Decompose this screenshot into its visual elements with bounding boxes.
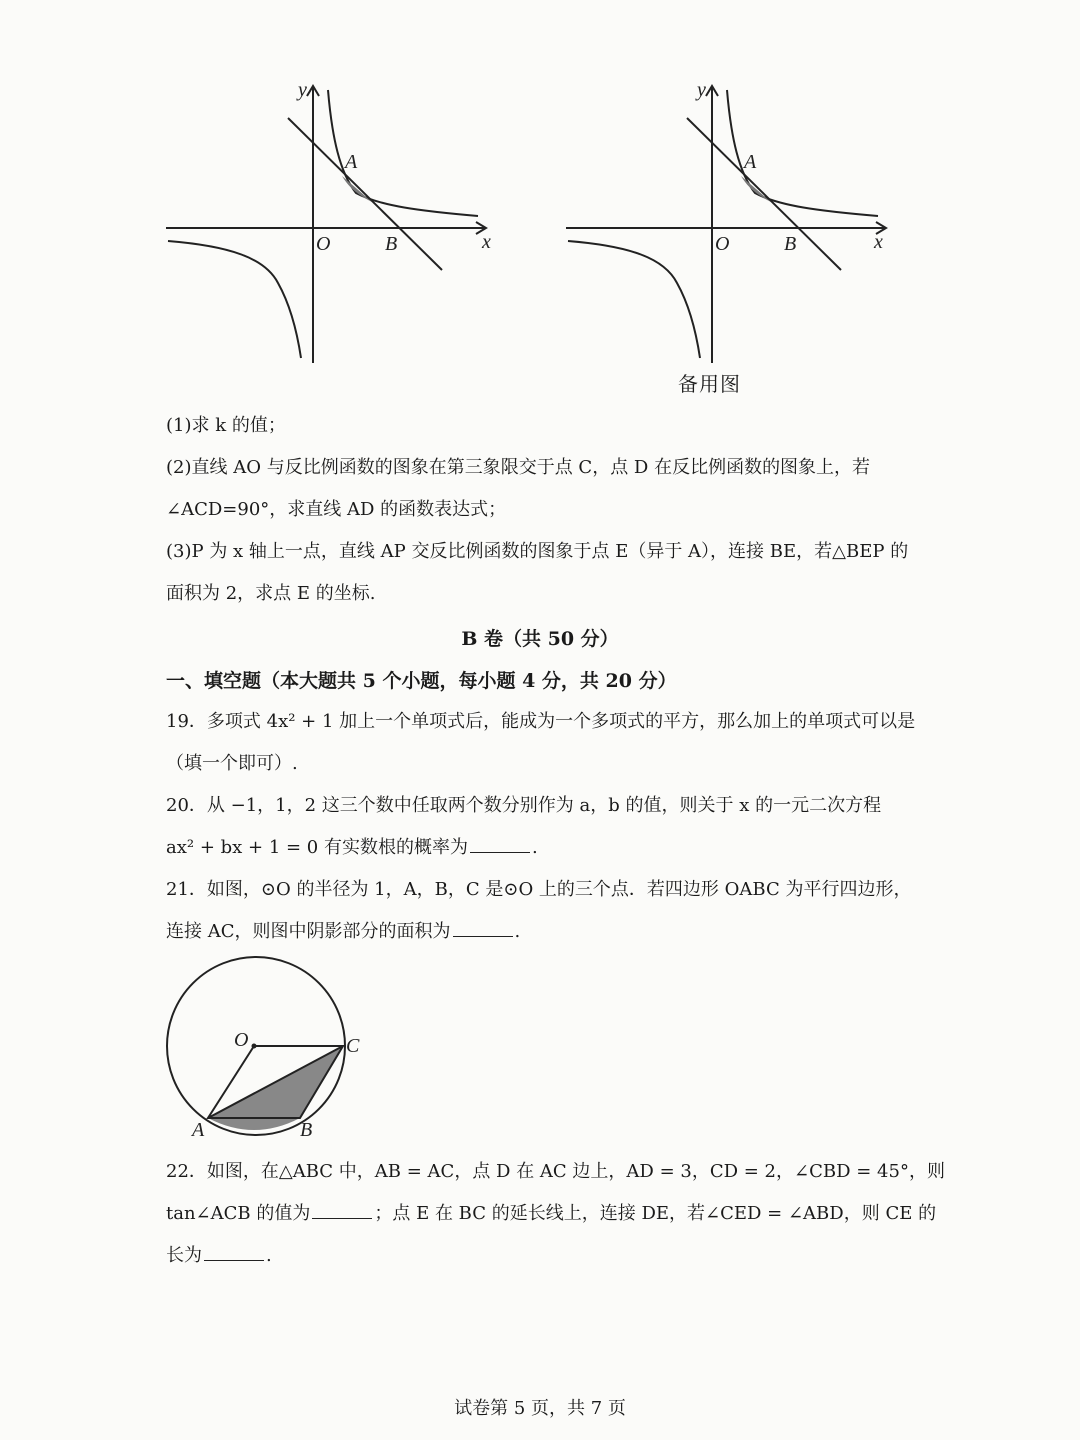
answer-blank[interactable] <box>312 1217 372 1219</box>
label-o: O <box>234 1029 249 1051</box>
question-part-3a: (3)P 为 x 轴上一点，直线 AP 交反比例函数的图象于点 E（异于 A），连接 BE，若△BEP 的 <box>166 541 909 562</box>
q22-line-1: 22．如图，在△ABC 中，AB = AC，点 D 在 AC 边上，AD = 3，CD = 2，∠CBD = 45°，则 <box>166 1161 945 1182</box>
label-a: A <box>192 1119 205 1141</box>
question-part-1: (1)求 k 的值； <box>166 415 286 436</box>
q21-line-2 <box>166 920 520 944</box>
label-x: x <box>482 231 491 253</box>
q20-text: ax² + bx + 1 = 0 有实数根的概率为 <box>166 837 468 858</box>
shaded-region <box>741 176 771 202</box>
hyperbola-branch-3 <box>168 241 301 358</box>
q21-text: 连接 AC，则图中阴影部分的面积为 <box>166 921 451 942</box>
q22-text-2: ；点 E 在 BC 的延长线上，连接 DE，若∠CED = ∠ABD，则 CE 的 <box>374 1203 937 1224</box>
q20-line-1: 20．从 −1，1，2 这三个数中任取两个数分别作为 a，b 的值，则关于 x 的一元二次方程 <box>166 795 882 816</box>
label-a: A <box>345 151 358 173</box>
shaded-region <box>342 176 372 202</box>
graph-figure-2 <box>560 78 900 370</box>
q21-line-1: 21．如图，⊙O 的半径为 1，A，B，C 是⊙O 上的三个点．若四边形 OABC 为平行四边形， <box>166 879 912 900</box>
q20-end: . <box>531 837 538 858</box>
q19-line-2: （填一个即可）. <box>166 753 298 774</box>
label-o: O <box>715 233 730 255</box>
label-a: A <box>744 151 757 173</box>
q20-line-2 <box>166 836 538 860</box>
answer-blank[interactable] <box>470 851 530 853</box>
q21-end: . <box>514 921 521 942</box>
section-heading: 一、填空题（本大题共 5 个小题，每小题 4 分，共 20 分） <box>166 670 677 692</box>
answer-blank[interactable] <box>453 935 513 937</box>
question-part-2a: (2)直线 AO 与反比例函数的图象在第三象限交于点 C，点 D 在反比例函数的图象上，若 <box>166 457 871 478</box>
label-o: O <box>316 233 331 255</box>
label-c: C <box>346 1035 360 1057</box>
label-y: y <box>298 79 307 101</box>
label-b: B <box>784 233 797 255</box>
q22-end: . <box>266 1245 272 1266</box>
label-y: y <box>697 79 706 101</box>
answer-blank[interactable] <box>204 1259 264 1261</box>
q22-line-3 <box>166 1244 272 1268</box>
q22-line-2 <box>166 1202 936 1226</box>
circle-figure <box>160 952 380 1142</box>
question-part-2b: ∠ACD=90°，求直线 AD 的函数表达式； <box>166 499 507 520</box>
q22-text-1: tan∠ACB 的值为 <box>166 1203 311 1224</box>
q22-text-3: 长为 <box>166 1245 202 1266</box>
page-footer: 试卷第 5 页，共 7 页 <box>454 1398 626 1419</box>
question-part-3b: 面积为 2，求点 E 的坐标. <box>166 583 376 604</box>
label-x: x <box>874 231 883 253</box>
line-ab <box>687 118 841 270</box>
figure-caption: 备用图 <box>678 372 741 396</box>
section-b-title: B 卷（共 50 分） <box>461 628 619 650</box>
center-point <box>252 1044 257 1049</box>
graph-figure-1 <box>160 78 500 370</box>
line-ab <box>288 118 442 270</box>
q19-line-1: 19．多项式 4x² + 1 加上一个单项式后，能成为一个多项式的平方，那么加上的单项式可以是 <box>166 711 916 732</box>
label-b: B <box>300 1119 313 1141</box>
hyperbola-branch-3 <box>568 241 700 358</box>
label-b: B <box>385 233 398 255</box>
